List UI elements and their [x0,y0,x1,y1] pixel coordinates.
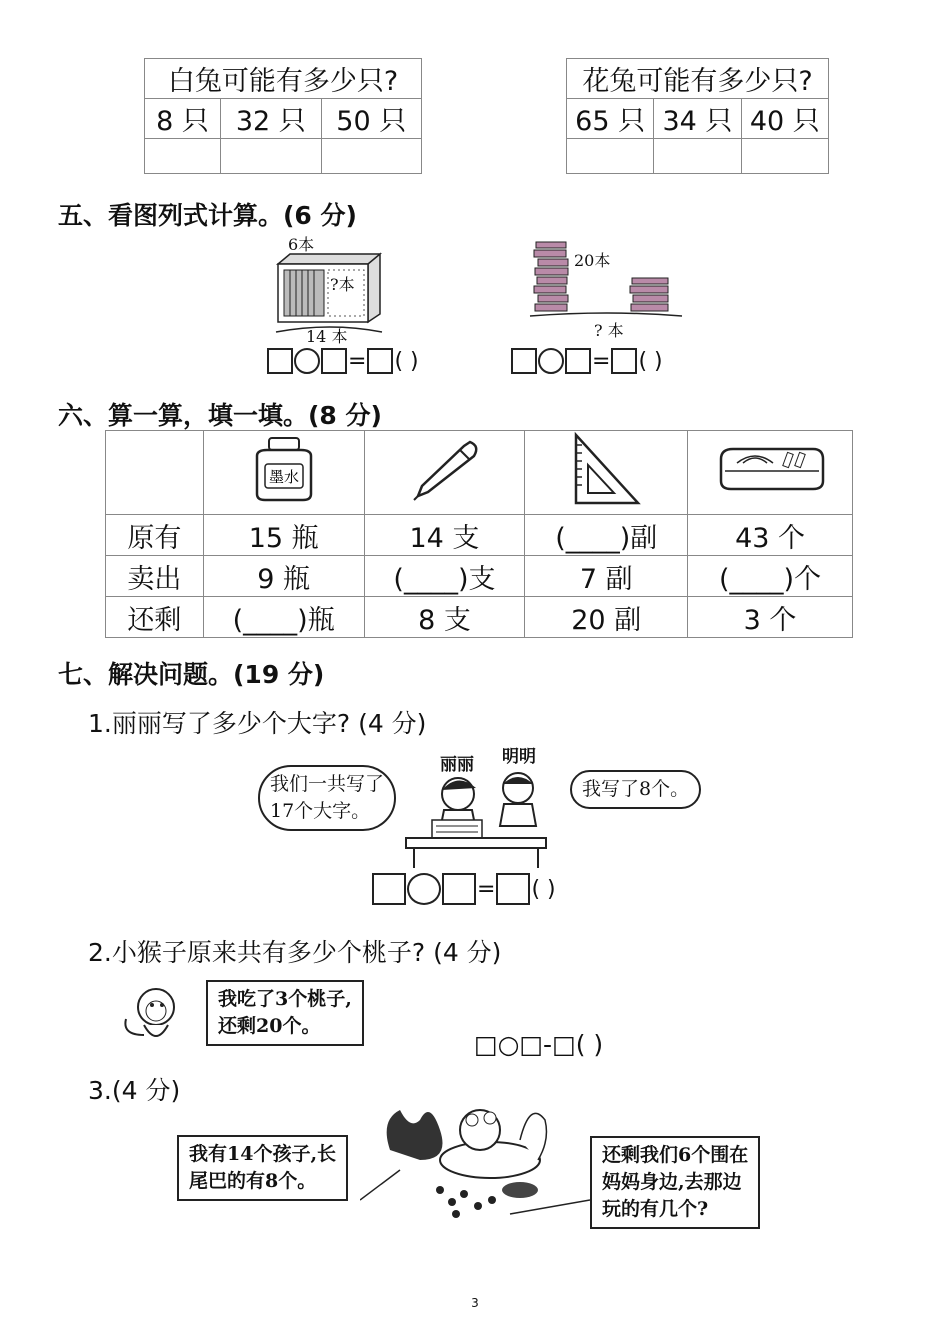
q3-title: 3.(4 分) [88,1076,181,1105]
ink-cell [203,431,364,515]
section7-heading: 七、解决问题。(19 分) [58,660,325,689]
table-cell: 8 支 [364,597,525,638]
table-title: 白兔可能有多少只? [145,59,422,99]
page-number: 3 [471,1296,479,1310]
q1-name2: 明明 [502,747,536,767]
q1-right-bubble: 我写了8个。 [570,770,701,809]
pencil-case-icon [715,441,825,497]
answer-cell[interactable] [654,139,741,174]
fig1-top-label: 6本 [288,235,315,254]
operator-circle[interactable] [407,873,441,905]
kids-writing-illustration [400,770,550,870]
answer-paren[interactable]: ( ) [394,348,419,374]
operator-circle[interactable] [294,348,320,374]
option-cell: 34 只 [654,99,741,139]
number-box[interactable] [267,348,293,374]
answer-cell[interactable] [567,139,654,174]
section5-heading: 五、看图列式计算。(6 分) [58,201,357,230]
fig1-bottom-label: 14 本 [306,327,348,346]
option-cell: 40 只 [741,99,828,139]
option-cell: 8 只 [145,99,221,139]
answer-paren[interactable]: ( ) [638,348,663,374]
flower-rabbit-table [566,58,829,174]
table-cell: 9 瓶 [203,556,364,597]
book-stacks-figure [528,238,688,348]
set-square-cell [525,431,688,515]
table-cell[interactable]: (____)瓶 [203,597,364,638]
number-box[interactable] [367,348,393,374]
table-cell: 20 副 [525,597,688,638]
pen-cell [364,431,525,515]
answer-cell[interactable] [145,139,221,174]
table-title: 花兔可能有多少只? [567,59,829,99]
number-box[interactable] [372,873,406,905]
q1-name1: 丽丽 [440,755,474,775]
stationery-table [105,430,853,638]
row-label: 还剩 [106,597,204,638]
ink-bottle-icon [249,436,319,502]
option-cell: 50 只 [321,99,421,139]
operator-circle[interactable] [538,348,564,374]
table-cell: 7 副 [525,556,688,597]
corner-cell [106,431,204,515]
frog-tadpoles-illustration [360,1090,590,1230]
answer-paren[interactable]: ( ) [531,876,556,902]
table-cell: 3 个 [688,597,853,638]
pen-icon [404,436,484,502]
table-cell[interactable]: (____)个 [688,556,853,597]
table-cell[interactable]: (____)副 [525,515,688,556]
q3-left-bubble: 我有14个孩子,长 尾巴的有8个。 [177,1135,348,1201]
q1-left-bubble: 我们一共写了 17个大字。 [258,765,396,831]
number-box[interactable] [442,873,476,905]
number-box[interactable] [321,348,347,374]
number-box[interactable] [611,348,637,374]
option-cell: 32 只 [221,99,321,139]
q1-title: 1.丽丽写了多少个大字? (4 分) [88,709,427,738]
table-cell[interactable]: (____)支 [364,556,525,597]
fig1-formula: = ( ) [267,348,419,374]
q3-right-bubble: 还剩我们6个围在 妈妈身边,去那边 玩的有几个? [590,1136,760,1229]
section6-heading: 六、算一算，填一填。(8 分) [58,401,382,430]
fig2-formula: = ( ) [511,348,663,374]
number-box[interactable] [565,348,591,374]
row-label: 卖出 [106,556,204,597]
fig2-bottom-label: ? 本 [594,321,624,340]
q2-title: 2.小猴子原来共有多少个桃子? (4 分) [88,938,502,967]
table-cell: 43 个 [688,515,853,556]
ink-label: 墨水 [268,468,299,486]
bookshelf-figure [270,232,390,352]
q2-bubble: 我吃了3个桃子, 还剩20个。 [206,980,364,1046]
number-box[interactable] [496,873,530,905]
table-cell: 15 瓶 [203,515,364,556]
number-box[interactable] [511,348,537,374]
fig2-top-label: 20本 [574,251,611,270]
q2-formula[interactable]: □○□-□( ) [474,1030,604,1059]
set-square-icon [566,431,646,507]
answer-cell[interactable] [321,139,421,174]
row-label: 原有 [106,515,204,556]
pencil-case-cell [688,431,853,515]
monkey-icon [116,985,186,1049]
answer-cell[interactable] [741,139,828,174]
answer-cell[interactable] [221,139,321,174]
q1-formula: = ( ) [372,873,556,905]
fig1-box-label: ?本 [330,275,355,294]
option-cell: 65 只 [567,99,654,139]
table-cell: 14 支 [364,515,525,556]
white-rabbit-table [144,58,422,174]
